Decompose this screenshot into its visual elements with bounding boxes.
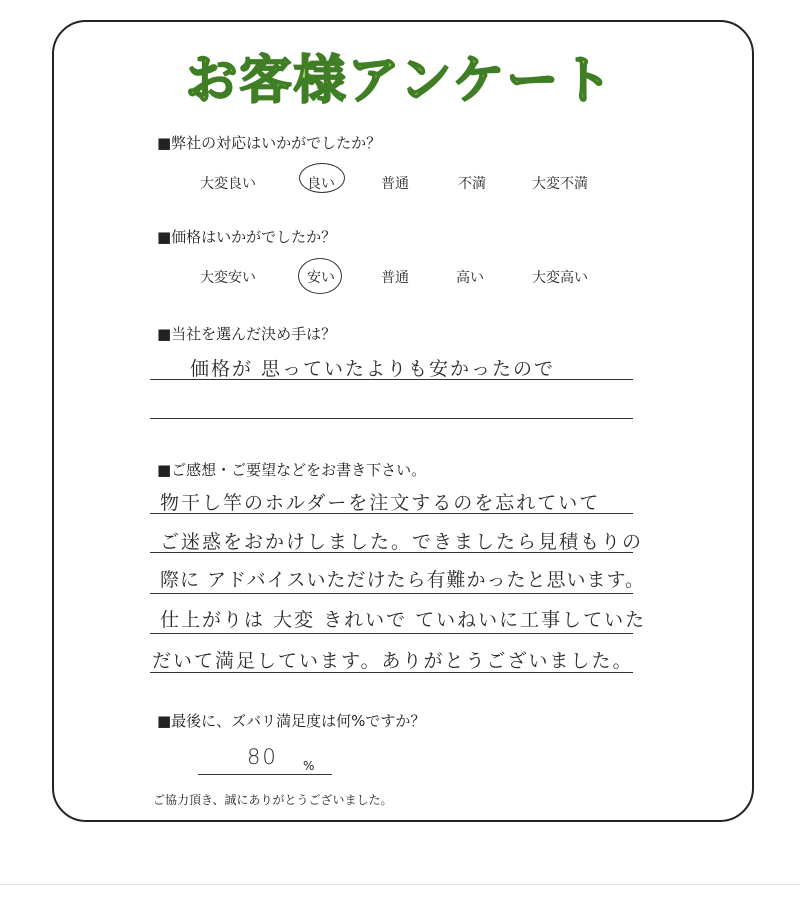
question-deciding-factor: ■当社を選んだ決め手は？ — [157, 325, 337, 343]
answer-line — [150, 418, 633, 419]
answer-line — [150, 633, 633, 634]
answer-line — [150, 379, 633, 380]
comment-line-3[interactable]: 際に アドバイスいただけたら有難かったと思います。 — [160, 569, 645, 591]
satisfaction-line — [198, 774, 332, 775]
comment-line-1[interactable]: 物干し竿のホルダーを注文するのを忘れていて — [160, 492, 601, 514]
answer-line — [150, 552, 633, 553]
comment-line-2[interactable]: ご迷惑をおかけしました。できましたら見積もりの — [160, 531, 644, 553]
option-price-expensive[interactable]: 高い — [456, 270, 484, 286]
selection-circle — [298, 258, 342, 294]
option-service-very-dissatisfied[interactable]: 大変不満 — [532, 176, 588, 192]
question-satisfaction: ■最後に、ズバリ満足度は何%ですか？ — [157, 712, 426, 730]
question-service: ■弊社の対応はいかがでしたか？ — [157, 134, 382, 152]
question-price: ■価格はいかがでしたか？ — [157, 228, 337, 246]
answer-line — [150, 593, 633, 594]
option-service-good[interactable]: 良い — [307, 176, 335, 192]
thanks-message: ご協力頂き、誠にありがとうございました。 — [153, 793, 393, 807]
selection-circle — [299, 163, 345, 193]
option-service-very-good[interactable]: 大変良い — [200, 176, 256, 192]
satisfaction-unit: % — [303, 759, 315, 773]
option-price-very-cheap[interactable]: 大変安い — [200, 270, 256, 286]
comment-line-4[interactable]: 仕上がりは 大変 きれいで ていねいに工事していた — [160, 609, 647, 631]
answer-deciding-factor[interactable]: 価格が 思っていたよりも安かったので — [190, 358, 556, 380]
answer-line — [150, 513, 633, 514]
satisfaction-value[interactable]: 80 — [247, 745, 278, 769]
comment-line-5[interactable]: だいて満足しています。ありがとうございました。 — [152, 650, 634, 672]
question-comments: ■ご感想・ご要望などをお書き下さい。 — [157, 461, 427, 479]
option-price-normal[interactable]: 普通 — [381, 270, 409, 286]
option-service-normal[interactable]: 普通 — [381, 176, 409, 192]
page-edge — [0, 884, 800, 885]
survey-title: お客様アンケート — [185, 51, 615, 111]
answer-line — [150, 672, 633, 673]
option-price-very-expensive[interactable]: 大変高い — [532, 270, 588, 286]
option-service-dissatisfied[interactable]: 不満 — [458, 176, 486, 192]
option-price-cheap[interactable]: 安い — [307, 270, 335, 286]
